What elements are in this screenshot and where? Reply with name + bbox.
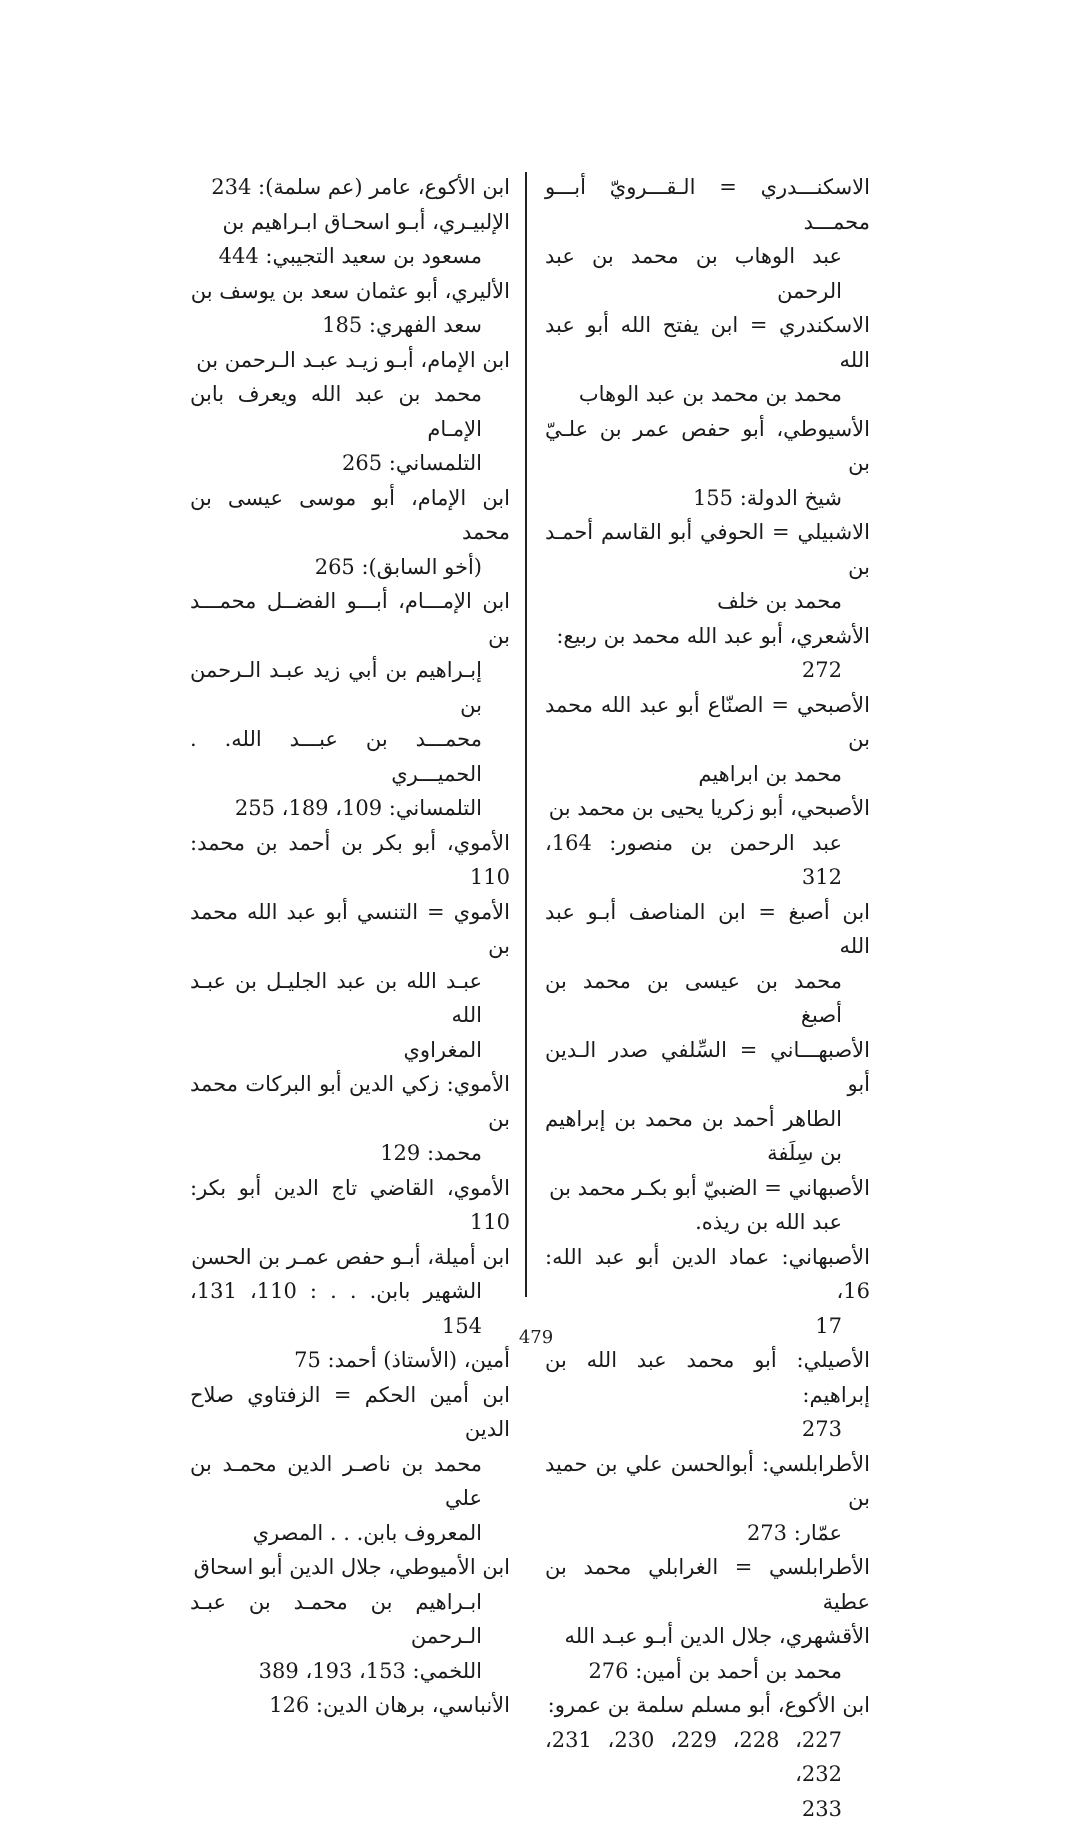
index-entry-heading: الأطرابلسي = الغرابلي محمد بن عطية — [545, 1555, 870, 1614]
index-entry — [190, 1688, 510, 1723]
index-entry-continuation: التلمساني: 109، 189، 255 — [190, 791, 510, 826]
index-entry-continuation: محمد بن أحمد بن أمين: 276 — [545, 1654, 870, 1689]
index-entry-continuation: محمد بن خلف — [545, 584, 870, 619]
index-entry-heading: الإلبيـري، أبـو اسحـاق ابـراهيم بن — [222, 210, 510, 234]
index-entry — [545, 412, 870, 516]
index-entry — [545, 170, 870, 308]
index-entry-heading: الاشبيلي = الحوفي أبو القاسم أحمـد بن — [545, 520, 870, 579]
index-entry-heading: ابن الأكوع، عامر (عم سلمة): 234 — [211, 175, 510, 199]
index-entry-heading: الأسيوطي، أبو حفص عمر بن علـيّ بن — [545, 417, 870, 476]
index-entry — [190, 1343, 510, 1378]
index-entry-heading: ابن أميلة، أبـو حفص عمـر بن الحسن — [191, 1245, 510, 1269]
index-entry — [545, 688, 870, 792]
index-entry-continuation: الطاهر أحمد بن محمد بن إبراهيم بن سِلَفة — [545, 1102, 870, 1171]
index-entry — [545, 1447, 870, 1551]
index-entry-heading: ابن الأميوطي، جلال الدين أبو اسحاق — [194, 1555, 510, 1579]
index-entry-continuation: التلمساني: 265 — [190, 446, 510, 481]
index-entry-continuation: 272 — [545, 653, 870, 688]
index-entry-continuation: محمد بن محمد بن عبد الوهاب — [545, 377, 870, 412]
index-entry — [190, 826, 510, 895]
index-entry-heading: الأموي، أبو بكر بن أحمد بن محمد: 110 — [190, 831, 510, 890]
index-entry-heading: ابن الإمـــام، أبـــو الفضــل محمـــد بن — [190, 589, 510, 648]
index-entry-continuation: عبد الوهاب بن محمد بن عبد الرحمن — [545, 239, 870, 308]
page-number: 479 — [486, 1327, 586, 1348]
index-entry-heading: ابن الإمام، أبو موسى عيسى بن محمد — [190, 486, 510, 545]
index-entry-continuation: 233 — [545, 1792, 870, 1826]
index-entry — [545, 1240, 870, 1344]
index-entry-heading: الأموي = التنسي أبو عبد الله محمد بن — [190, 900, 510, 959]
index-entry-continuation: سعد الفهري: 185 — [190, 308, 510, 343]
index-entry — [190, 1240, 510, 1344]
index-entry-continuation: محمـــد بن عبـــد الله. . الحميـــري — [190, 722, 510, 791]
index-entry-heading: الأموي: زكي الدين أبو البركات محمد بن — [190, 1072, 510, 1131]
index-entry-heading: ابن الإمام، أبـو زيـد عبـد الـرحمن بن — [196, 348, 510, 372]
index-entry-continuation: الشهير بابن. . . : 110، 131، 154 — [190, 1274, 510, 1343]
index-entry-continuation: عمّار: 273 — [545, 1516, 870, 1551]
index-entry-continuation: 17 — [545, 1309, 870, 1344]
index-entry-heading: الأصبحي، أبو زكريا يحيى بن محمد بن — [549, 796, 870, 820]
index-entry-continuation: عبـد الله بن عبد الجليـل بن عبـد الله — [190, 964, 510, 1033]
index-entry-continuation: شيخ الدولة: 155 — [545, 481, 870, 516]
index-entry-continuation: عبد الله بن ريذه. — [545, 1205, 870, 1240]
index-entry — [545, 308, 870, 412]
index-entry-continuation: ابـراهيم بن محمـد بن عبـد الـرحمن — [190, 1585, 510, 1654]
index-entry — [545, 895, 870, 1033]
index-entry — [545, 1688, 870, 1826]
index-entry-heading: أمين، (الأستاذ) أحمد: 75 — [294, 1348, 510, 1372]
index-entry-heading: الأصبهاني: عماد الدين أبو عبد الله: 16، — [545, 1245, 870, 1304]
index-entry — [545, 1619, 870, 1688]
index-entry — [545, 1343, 870, 1447]
index-entry — [545, 1550, 870, 1619]
index-entry — [545, 515, 870, 619]
index-entry-heading: الاسكندري = ابن يفتح الله أبو عبد الله — [545, 313, 870, 372]
index-entry-continuation: مسعود بن سعيد التجيبي: 444 — [190, 239, 510, 274]
index-entry — [190, 274, 510, 343]
index-entry — [190, 584, 510, 826]
index-entry-continuation: عبد الرحمن بن منصور: 164، 312 — [545, 826, 870, 895]
index-entry-continuation: محمد: 129 — [190, 1136, 510, 1171]
index-entry — [190, 1067, 510, 1171]
index-column-left — [190, 170, 510, 1723]
index-entry-continuation: المعروف بابن. . . المصري — [190, 1516, 510, 1551]
index-entry — [190, 895, 510, 1068]
index-entry-heading: ابن أصبغ = ابن المناصف أبـو عبد الله — [545, 900, 870, 959]
index-entry-continuation: محمد بن عبد الله ويعرف بابن الإمـام — [190, 377, 510, 446]
index-entry-continuation: (أخو السابق): 265 — [190, 550, 510, 585]
index-entry — [190, 343, 510, 481]
index-entry-heading: الاسكنـــدري = الـقـــرويّ أبـــو محمـــد — [545, 175, 870, 234]
index-entry — [190, 481, 510, 585]
index-entry — [545, 1171, 870, 1240]
index-entry-continuation: محمد بن ناصـر الدين محمـد بن علي — [190, 1447, 510, 1516]
index-column-right — [545, 170, 870, 1826]
index-entry-heading: الأصبحي = الصنّاع أبو عبد الله محمد بن — [545, 693, 870, 752]
index-entry-heading: الأقشهري، جلال الدين أبـو عبـد الله — [565, 1624, 870, 1648]
index-entry-heading: الأصيلي: أبو محمد عبد الله بن إبراهيم: — [545, 1348, 870, 1407]
index-entry — [190, 1171, 510, 1240]
index-entry-heading: ابن الأكوع، أبو مسلم سلمة بن عمرو: — [548, 1693, 870, 1717]
index-entry-heading: الأصبهاني = الضبيّ أبو بكـر محمد بن — [549, 1176, 870, 1200]
index-entry-continuation: 227، 228، 229، 230، 231، 232، — [545, 1723, 870, 1792]
index-entry-heading: الأموي، القاضي تاج الدين أبو بكر: 110 — [190, 1176, 510, 1235]
index-entry — [545, 619, 870, 688]
index-entry — [190, 205, 510, 274]
index-entry — [545, 791, 870, 895]
index-entry-continuation: محمد بن عيسى بن محمد بن أصبغ — [545, 964, 870, 1033]
index-entry-continuation: المغراوي — [190, 1033, 510, 1068]
index-entry-continuation: اللخمي: 153، 193، 389 — [190, 1654, 510, 1689]
index-entry — [545, 1033, 870, 1171]
index-entry-heading: الأنباسي، برهان الدين: 126 — [269, 1693, 510, 1717]
index-entry-continuation: محمد بن ابراهيم — [545, 757, 870, 792]
index-entry-heading: الأشعري، أبو عبد الله محمد بن ربيع: — [556, 624, 870, 648]
index-entry-continuation: إبـراهيم بن أبي زيد عبـد الـرحمن بن — [190, 653, 510, 722]
index-entry — [190, 170, 510, 205]
index-entry-heading: ابن أمين الحكم = الزفتاوي صلاح الدين — [190, 1383, 510, 1442]
index-entry-heading: الأليري، أبو عثمان سعد بن يوسف بن — [191, 279, 510, 303]
index-entry — [190, 1550, 510, 1688]
index-entry-continuation: 273 — [545, 1412, 870, 1447]
index-entry-heading: الأصبهـــاني = السِّلفي صدر الـدين أبو — [545, 1038, 870, 1097]
index-entry-heading: الأطرابلسي: أبوالحسن علي بن حميد بن — [545, 1452, 870, 1511]
index-entry — [190, 1378, 510, 1551]
column-divider — [525, 172, 527, 1297]
